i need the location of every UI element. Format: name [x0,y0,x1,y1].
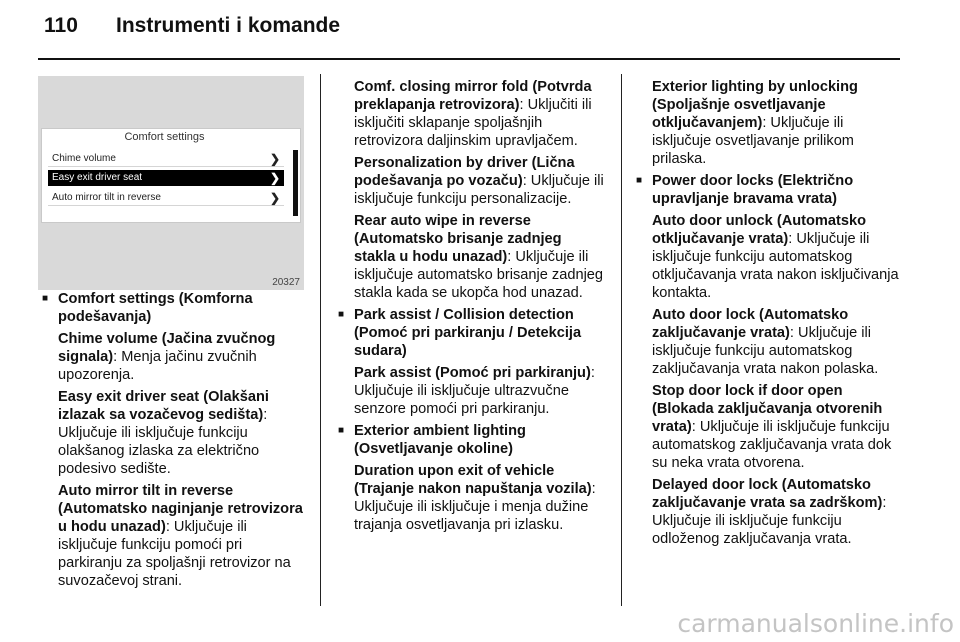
entry-personalization: Personalization by driver (Lična podešavanja po vozaču): Uključuje ili isključuje funkciju personalizacije. [354,155,604,207]
entry-chime-volume: Chime volume (Jačina zvučnog signala): Menja jačinu zvučnih upozorenja. [58,331,276,383]
entry-auto-mirror-tilt: Auto mirror tilt in reverse (Automatsko naginjanje retrovizora u hodu unazad): Uključuje ili isključuje funkciju pomoći pri parkiranju za spoljašnji retrovizor na suvozačevoj strani. [58,483,303,589]
bullet-exterior-lighting: ■ Exterior ambient lighting (Osvetljavanje okoline) [338,422,606,458]
entry-auto-lock: Auto door lock (Automatsko zaključavanje vrata): Uključuje ili isključuje funkciju automatskog zaključavanja vrata nakon polaska. [652,307,879,377]
menu-item-chime-volume: Chime volume ❯ [48,151,284,167]
comfort-settings-figure [38,76,304,290]
display-screen [41,128,301,223]
chevron-right-icon: ❯ [269,191,280,205]
entry-lighting-unlock: Exterior lighting by unlocking (Spoljašnje osvetljavanje otključavanjem): Uključuje ili isključuje osvetljavanje prilikom prilaska. [652,79,858,167]
header-rule [38,58,900,60]
column-divider [621,74,622,606]
entry-easy-exit: Easy exit driver seat (Olakšani izlazak sa vozačevog sedišta): Uključuje ili isključuje funkciju olakšanog izlaska za električno podesivo sedište. [58,389,269,477]
column-3 [636,78,906,552]
entry-mirror-fold: Comf. closing mirror fold (Potvrda preklapanja retrovizora): Uključiti ili isključiti sklapanje spoljašnjih retrovizora daljinskim upravljačem. [354,79,592,149]
figure-id: 20327 [272,277,300,288]
entry-delayed-lock: Delayed door lock (Automatsko zaključavanje vrata sa zadrškom): Uključuje ili isključuje funkciju odloženog zaključavanja vrata. [652,477,887,547]
chevron-right-icon: ❯ [269,171,280,185]
screen-title: Comfort settings [124,131,205,143]
scrollbar-thumb [293,150,298,216]
bullet-comfort-settings: ■ Comfort settings (Komforna podešavanja) [42,290,310,326]
page-title: Instrumenti i komande [116,14,341,37]
entry-stop-door-lock: Stop door lock if door open (Blokada zaključavanja otvorenih vrata): Uključuje ili isključuje funkciju automatskog zaključavanja vrata dok su neka vrata otvorena. [652,383,892,471]
entry-duration-exit: Duration upon exit of vehicle (Trajanje nakon napuštanja vozila): Uključuje ili isključuje i menja dužine trajanja osvetljavanja pri izlasku. [354,463,596,533]
watermark: carmanualsonline.info [677,609,954,638]
chevron-right-icon: ❯ [269,152,280,166]
scrollbar [293,150,298,216]
bullet-park-assist: ■ Park assist / Collision detection (Pomoć pri parkiranju / Detekcija sudara) [338,306,606,360]
column-1 [42,290,310,594]
page-header [44,14,340,38]
column-divider [320,74,321,606]
entry-auto-unlock: Auto door unlock (Automatsko otključavanje vrata): Uključuje ili isključuje funkciju automatskog otključavanja vrata nakon isključivanja kontakta. [652,213,899,301]
entry-park-assist: Park assist (Pomoć pri parkiranju): Uključuje ili isključuje ultrazvučne senzore pomoći pri parkiranju. [354,365,595,417]
menu-item-auto-mirror-tilt: Auto mirror tilt in reverse ❯ [48,190,284,206]
entry-rear-wipe: Rear auto wipe in reverse (Automatsko brisanje zadnjeg stakla u hodu unazad): Uključuje ili isključuje automatsko brisanje zadnjeg stakla kada se ukopča hod unazad. [354,213,604,301]
menu-item-easy-exit: Easy exit driver seat ❯ [48,170,284,186]
bullet-power-door-locks: ■ Power door locks (Električno upravljanje bravama vrata) [636,172,906,208]
page-number: 110 [44,14,78,37]
column-2 [338,78,606,538]
